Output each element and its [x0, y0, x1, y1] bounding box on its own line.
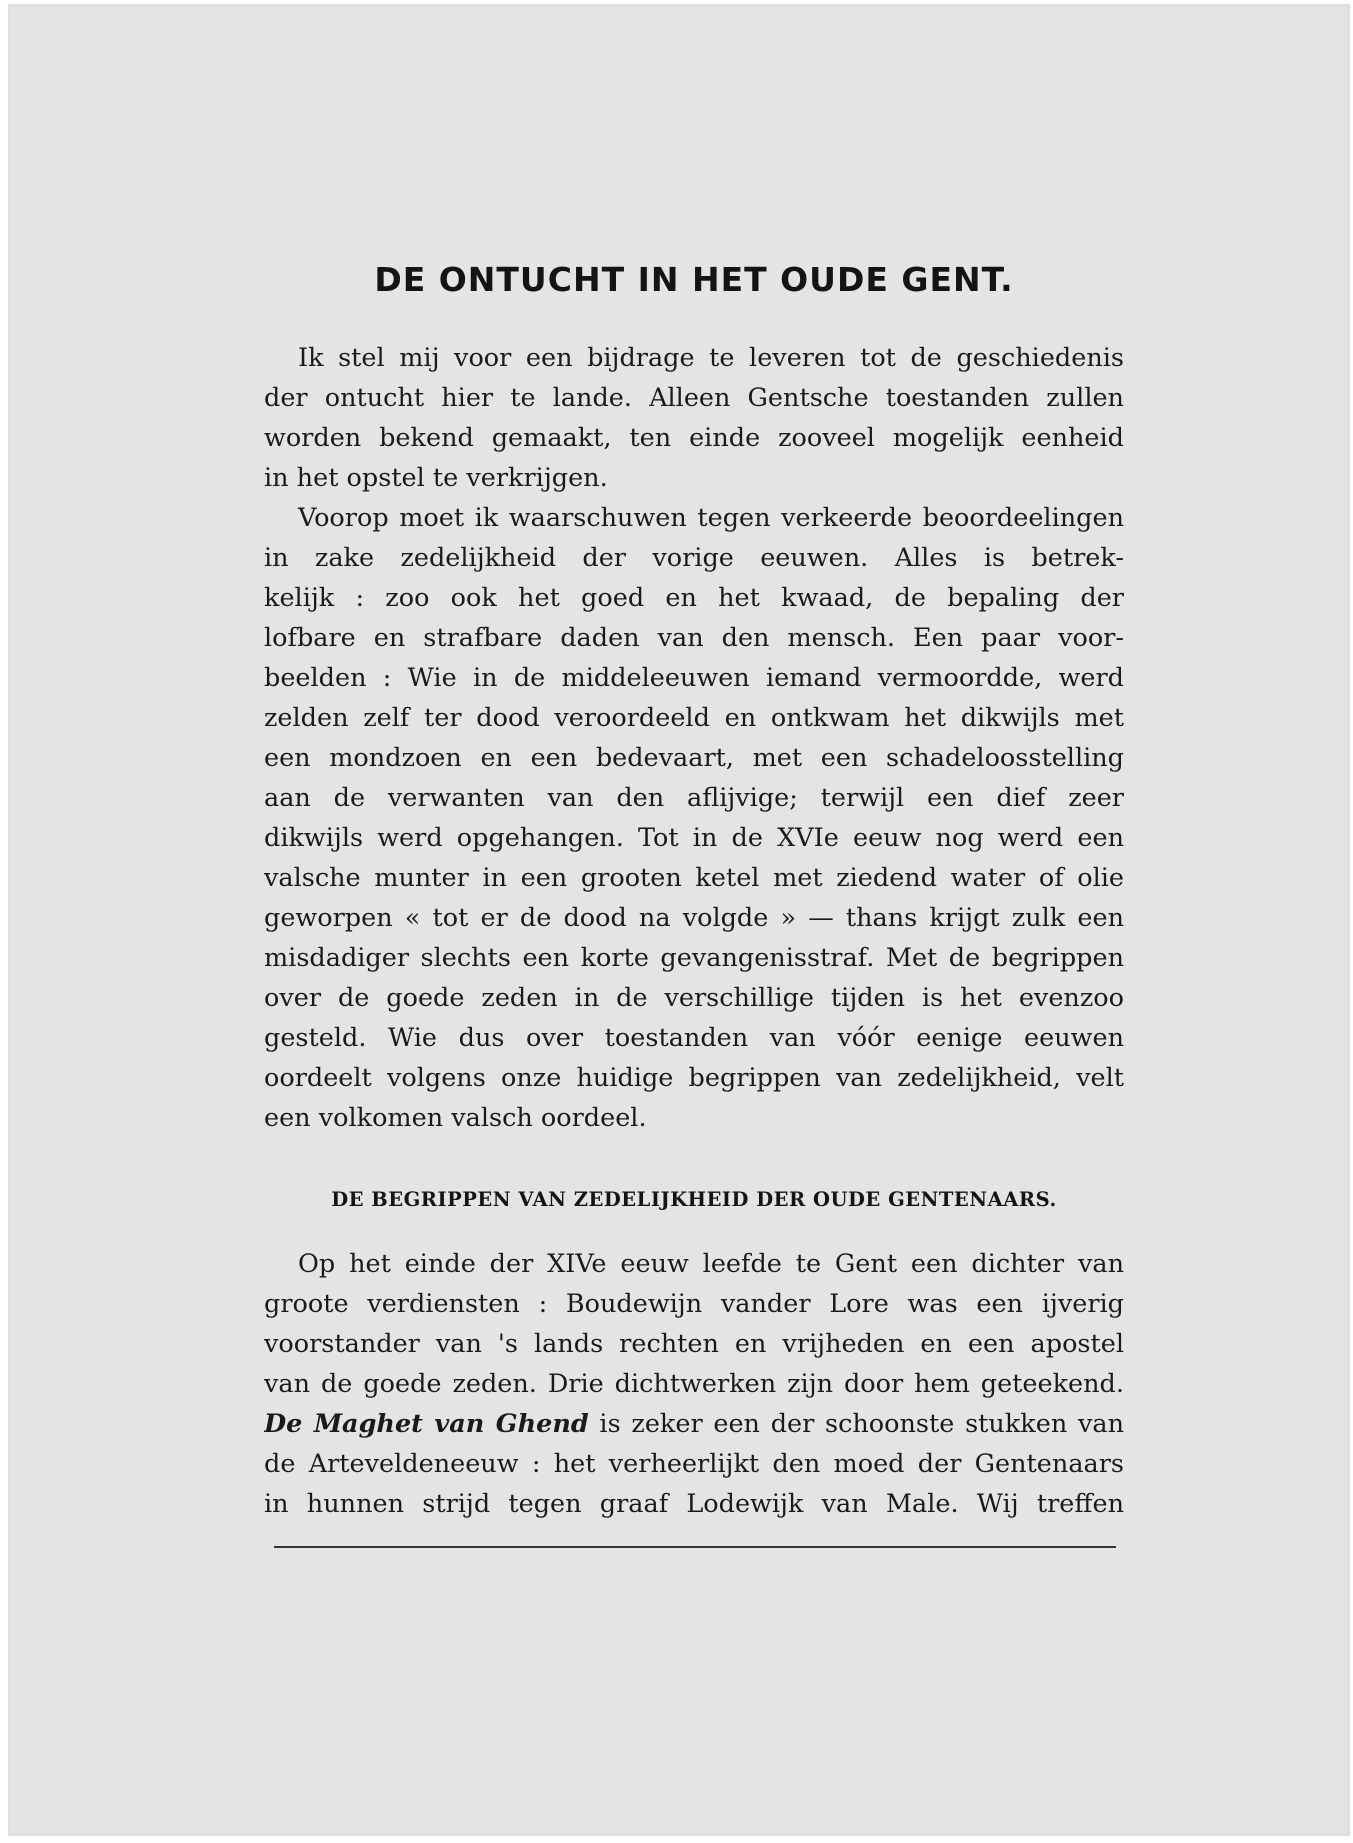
text-line: Op het einde der XIVe eeuw leefde te Gent een dichter van [298, 1249, 1124, 1279]
text-line: worden bekend gemaakt, ten einde zooveel mogelijk eenheid [264, 423, 1124, 453]
text-line: de Arteveldeneeuw : het verheerlijkt den moed der Gentenaars [264, 1449, 1124, 1479]
text-line: beelden : Wie in de middeleeuwen iemand vermoordde, werd [264, 663, 1124, 693]
section-heading: DE BEGRIPPEN VAN ZEDELIJKHEID DER OUDE GENTENAARS. [331, 1188, 1057, 1211]
text-line: Voorop moet ik waarschuwen tegen verkeerde beoordeelingen [298, 503, 1124, 533]
text-line: in hunnen strijd tegen graaf Lodewijk van Male. Wij treffen [264, 1489, 1124, 1519]
text-line: over de goede zeden in de verschillige tijden is het evenzoo [264, 983, 1124, 1013]
text-line: aan de verwanten van den aflijvige; terwijl een dief zeer [264, 783, 1124, 813]
footer-rule [274, 1546, 1116, 1548]
text-line: een volkomen valsch oordeel. [264, 1103, 647, 1133]
text-line: kelijk : zoo ook het goed en het kwaad, de bepaling der [264, 583, 1124, 613]
text-line: lofbare en strafbare daden van den mensch. Een paar voor- [264, 623, 1124, 653]
text-line: een mondzoen en een bedevaart, met een schadeloosstelling [264, 743, 1124, 773]
text-line: groote verdiensten : Boudewijn vander Lore was een ijverig [264, 1289, 1124, 1319]
text-line: voorstander van 's lands rechten en vrijheden en een apostel [264, 1329, 1124, 1359]
book-title: De Maghet van Ghend [264, 1409, 589, 1439]
text-line: dikwijls werd opgehangen. Tot in de XVIe eeuw nog werd een [264, 823, 1124, 853]
text-line-with-title [264, 1404, 1124, 1444]
text-line: Ik stel mij voor een bijdrage te leveren tot de geschiedenis [298, 343, 1124, 373]
text-line: misdadiger slechts een korte gevangenisstraf. Met de begrippen [264, 943, 1124, 973]
text-line: gesteld. Wie dus over toestanden van vóór eenige eeuwen [264, 1023, 1124, 1053]
text-line: in zake zedelijkheid der vorige eeuwen. Alles is betrek- [264, 543, 1124, 573]
text-line: geworpen « tot er de dood na volgde » — thans krijgt zulk een [264, 903, 1124, 933]
text-fragment: is zeker een der schoonste stukken van [588, 1409, 1124, 1439]
text-line: in het opstel te verkrijgen. [264, 463, 608, 493]
paragraph-3 [264, 1244, 1124, 1524]
text-line: oordeelt volgens onze huidige begrippen van zedelijkheid, velt [264, 1063, 1124, 1093]
text-line: van de goede zeden. Drie dichtwerken zijn door hem geteekend. [264, 1369, 1124, 1399]
text-line: der ontucht hier te lande. Alleen Gentsche toestanden zullen [264, 383, 1124, 413]
text-line: zelden zelf ter dood veroordeeld en ontkwam het dikwijls met [264, 703, 1124, 733]
paragraph-2 [264, 498, 1124, 1138]
page-title: DE ONTUCHT IN HET OUDE GENT. [374, 260, 1014, 299]
paragraph-1 [264, 338, 1124, 498]
text-line: valsche munter in een grooten ketel met ziedend water of olie [264, 863, 1124, 893]
